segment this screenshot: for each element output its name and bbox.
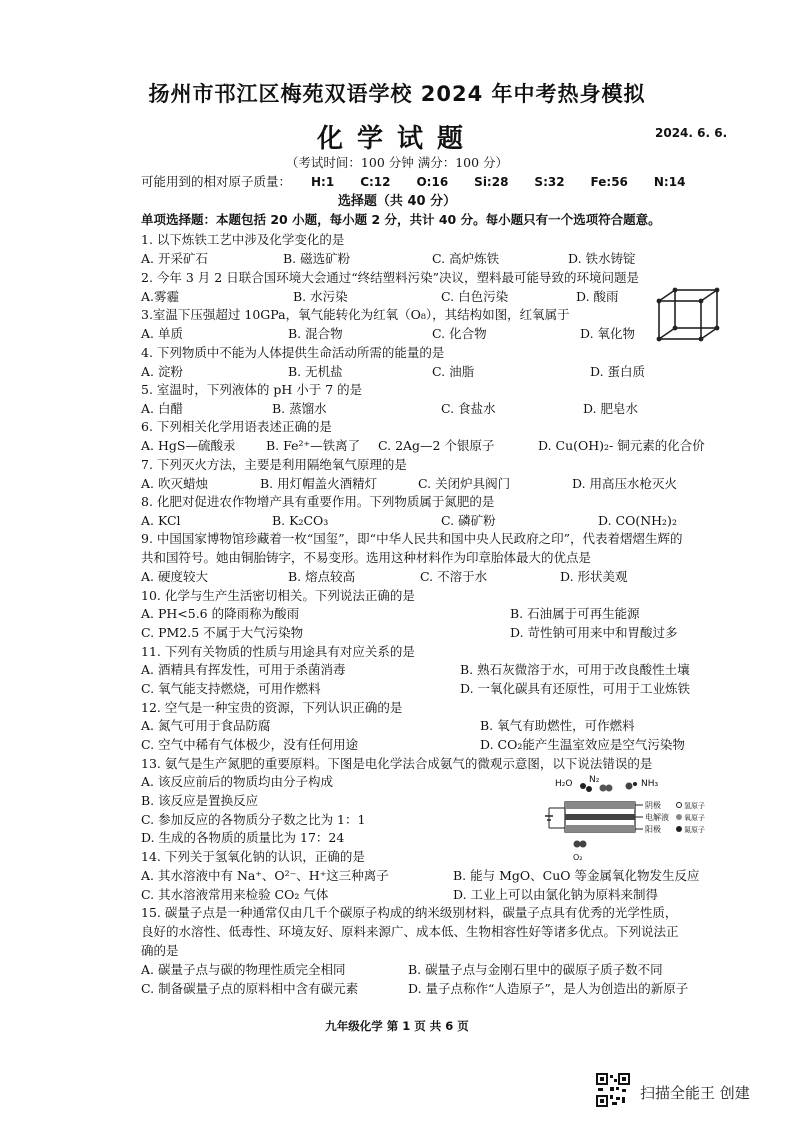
answer-option: B. 蒸馏水 <box>272 401 327 416</box>
legend-oxygen: 氧原子 <box>684 814 705 822</box>
answer-option: D. 铁水铸锭 <box>568 251 636 266</box>
answer-option: C. 食盐水 <box>441 401 496 416</box>
legend-nitrogen: 氮原子 <box>684 826 705 834</box>
question-line: 6. 下列相关化学用语表述正确的是 <box>141 419 332 434</box>
question-line: D. 生成的各物质的质量比为 17：24 <box>141 830 345 845</box>
question-line: 13. 氨气是生产氮肥的重要原料。下图是电化学法合成氨气的微观示意图，以下说法错误的是 <box>141 756 653 771</box>
answer-option: A. HgS—硫酸汞 <box>141 438 236 453</box>
answer-option: A.雾霾 <box>141 289 180 304</box>
answer-option: A. 吹灭蜡烛 <box>141 476 208 491</box>
answer-option: B. 熟石灰微溶于水，可用于改良酸性土壤 <box>460 662 690 677</box>
question-line: A. 该反应前后的物质均由分子构成 <box>141 774 333 789</box>
exam-info: （考试时间：100 分钟 满分：100 分） <box>285 155 509 170</box>
answer-option: B. 氧气有助燃性，可作燃料 <box>480 718 635 733</box>
section-title: 选择题（共 40 分） <box>337 194 457 209</box>
page-footer: 九年级化学 第 1 页 共 6 页 <box>325 1019 469 1033</box>
answer-option: D. 工业上可以由氯化钠为原料来制得 <box>453 887 659 902</box>
answer-option: A. KCl <box>141 513 181 528</box>
answer-option: A. 酒精具有挥发性，可用于杀菌消毒 <box>141 662 346 677</box>
answer-option: B. 磁选矿粉 <box>283 251 351 266</box>
question-line: 2. 今年 3 月 2 日联合国环境大会通过“终结塑料污染”决议，塑料最可能导致的环境问题是 <box>141 270 639 285</box>
answer-option: C. PM2.5 不属于大气污染物 <box>141 625 304 640</box>
answer-option: D. 量子点称作“人造原子”，是人为创造出的新原子 <box>408 981 689 996</box>
answer-option: D. 一氧化碳具有还原性，可用于工业炼铁 <box>460 681 691 696</box>
answer-option: C. 其水溶液常用来检验 CO₂ 气体 <box>141 887 329 902</box>
answer-option: A. PH<5.6 的降雨称为酸雨 <box>141 606 300 621</box>
legend-hydrogen: 氢原子 <box>684 802 705 810</box>
atomic-mass-item: C:12 <box>360 175 391 189</box>
answer-option: C. 高炉炼铁 <box>432 251 500 266</box>
diagram-label-electrolyte: 电解液 <box>645 813 669 822</box>
question-line: 9. 中国国家博物馆珍藏着一枚“国玺”，即“中华人民共和国中央人民政府之印”，代表着熠熠生辉的 <box>141 531 683 546</box>
answer-option: B. 用灯帽盖火酒精灯 <box>260 476 378 491</box>
answer-option: B. 水污染 <box>293 289 348 304</box>
atomic-mass-item: S:32 <box>534 175 565 189</box>
answer-option: A. 单质 <box>141 326 183 341</box>
question-line: 1. 以下炼铁工艺中涉及化学变化的是 <box>141 232 345 247</box>
answer-option: B. 混合物 <box>288 326 343 341</box>
answer-option: B. 石油属于可再生能源 <box>510 606 640 621</box>
answer-option: A. 白醋 <box>141 401 183 416</box>
question-line: 8. 化肥对促进农作物增产具有重要作用。下列物质属于氮肥的是 <box>141 494 495 509</box>
answer-option: B. 熔点较高 <box>288 569 356 584</box>
answer-option: A. 淀粉 <box>141 364 183 379</box>
answer-option: B. K₂CO₃ <box>272 513 329 528</box>
answer-option: B. 能与 MgO、CuO 等金属氧化物发生反应 <box>453 868 700 883</box>
atomic-mass-item: O:16 <box>416 175 449 189</box>
answer-option: A. 开采矿石 <box>141 251 208 266</box>
answer-option: C. 氧气能支持燃烧，可用作燃料 <box>141 681 321 696</box>
exam-title: 扬州市邗江区梅苑双语学校 2024 年中考热身模拟 <box>148 82 646 106</box>
answer-option: C. 关闭炉具阀门 <box>418 476 511 491</box>
question-line: 确的是 <box>141 943 179 958</box>
atomic-mass-label: 可能用到的相对原子质量： <box>141 174 292 189</box>
diagram-label-cathode: 阴极 <box>645 801 661 810</box>
question-line: 共和国符号。她由铜胎铸字，不易变形。选用这种材料作为印章胎体最大的优点是 <box>141 550 592 565</box>
question-line: 14. 下列关于氢氧化钠的认识，正确的是 <box>141 849 365 864</box>
answer-option: B. 碳量子点与金刚石里中的碳原子质子数不同 <box>408 962 663 977</box>
answer-option: D. Cu(OH)₂- 铜元素的化合价 <box>538 438 705 453</box>
electrochemical-ammonia-diagram <box>543 772 713 864</box>
answer-option: D. 形状美观 <box>560 569 628 584</box>
answer-option: B. 无机盐 <box>288 364 343 379</box>
diagram-label-n2: N₂ <box>589 775 600 785</box>
answer-option: A. 碳量子点与碳的物理性质完全相同 <box>141 962 346 977</box>
answer-option: B. Fe²⁺—铁离了 <box>266 438 361 453</box>
answer-option: D. 苛性钠可用来中和胃酸过多 <box>510 625 678 640</box>
answer-option: D. 用高压水枪灭火 <box>572 476 678 491</box>
answer-option: D. 蛋白质 <box>590 364 646 379</box>
atomic-mass-item: Fe:56 <box>590 175 628 189</box>
answer-option: C. 空气中稀有气体极少，没有任何用途 <box>141 737 359 752</box>
question-line: 5. 室温时，下列液体的 pH 小于 7 的是 <box>141 382 363 397</box>
question-line: 4. 下列物质中不能为人体提供生命活动所需的能量的是 <box>141 345 445 360</box>
answer-option: A. 其水溶液中有 Na⁺、O²⁻、H⁺这三种离子 <box>141 868 389 883</box>
atomic-mass-item: N:14 <box>653 175 686 189</box>
answer-option: C. 不溶于水 <box>420 569 488 584</box>
answer-option: C. 制备碳量子点的原料相中含有碳元素 <box>141 981 359 996</box>
subject-title: 化学试题 <box>316 124 477 154</box>
question-line: 良好的水溶性、低毒性、环境友好、原料来源广、成本低、生物相容性好等诸多优点。下列说法正 <box>141 924 679 939</box>
answer-option: C. 化合物 <box>432 326 487 341</box>
exam-date: 2024. 6. 6. <box>655 126 728 140</box>
question-line: B. 该反应是置换反应 <box>141 793 259 808</box>
red-oxygen-structure-figure <box>655 287 723 343</box>
question-line: 7. 下列灭火方法，主要是利用隔绝氧气原理的是 <box>141 457 407 472</box>
atomic-mass-item: H:1 <box>311 175 335 189</box>
diagram-label-h2o: H₂O <box>555 779 573 789</box>
diagram-label-o2: O₂ <box>573 853 583 862</box>
question-line: 3.室温下压强超过 10GPa，氧气能转化为红氧（O₈），其结构如图，红氧属于 <box>141 307 570 322</box>
scanner-watermark: 扫描全能王 创建 <box>640 1084 750 1102</box>
answer-option: C. 白色污染 <box>441 289 509 304</box>
diagram-label-anode: 阳极 <box>645 825 661 834</box>
atomic-mass-item: Si:28 <box>474 175 509 189</box>
atomic-masses <box>141 172 707 190</box>
question-line: 12. 空气是一种宝贵的资源，下列认识正确的是 <box>141 700 403 715</box>
answer-option: A. 氮气可用于食品防腐 <box>141 718 271 733</box>
answer-option: D. 酸雨 <box>576 289 619 304</box>
answer-option: D. 氧化物 <box>580 326 636 341</box>
answer-option: C. 2Ag—2 个银原子 <box>378 438 495 453</box>
diagram-label-nh3: NH₃ <box>641 779 659 789</box>
question-line: 10. 化学与生产生活密切相关。下列说法正确的是 <box>141 588 415 603</box>
answer-option: C. 油脂 <box>432 364 475 379</box>
question-line: 11. 下列有关物质的性质与用途具有对应关系的是 <box>141 644 415 659</box>
answer-option: A. 硬度较大 <box>141 569 208 584</box>
answer-option: D. CO(NH₂)₂ <box>598 513 677 528</box>
question-line: 15. 碳量子点是一种通常仅由几千个碳原子构成的纳米级别材料，碳量子点具有优秀的光学性质， <box>141 905 678 920</box>
qr-code-icon <box>596 1073 630 1107</box>
answer-option: C. 磷矿粉 <box>441 513 496 528</box>
instructions: 单项选择题：本题包括 20 小题，每小题 2 分，共计 40 分。每小题只有一个选项符合题意。 <box>141 212 661 227</box>
answer-option: D. CO₂能产生温室效应是空气污染物 <box>480 737 685 752</box>
question-line: C. 参加反应的各物质分子数之比为 1：1 <box>141 812 366 827</box>
answer-option: D. 肥皂水 <box>583 401 639 416</box>
